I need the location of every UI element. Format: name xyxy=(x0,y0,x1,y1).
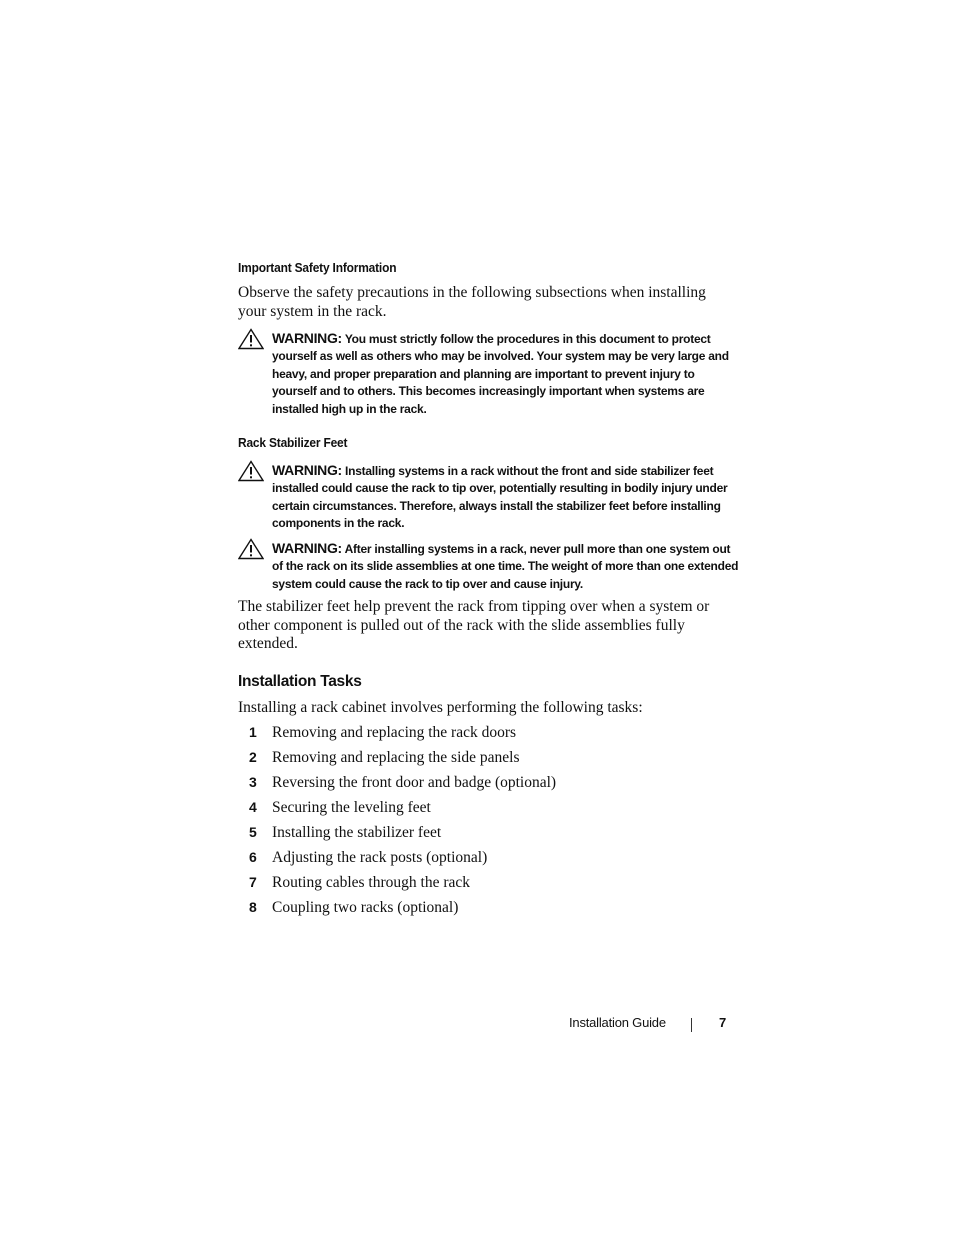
warning-text: You must strictly follow the procedures in this document to protect yourself as well as others who may be involved. Your system may be very large and heavy, and proper preparation and planning are important to prevent injury to yourself and to others. This becomes increasingly important when systems are installed high up in the rack. xyxy=(272,332,729,416)
step-number: 6 xyxy=(249,849,257,865)
stabilizer-body: The stabilizer feet help prevent the rack from tipping over when a system or other component is pulled out of the rack with the slide assemblies fully extended. xyxy=(238,598,710,652)
step-text: Installing the stabilizer feet xyxy=(272,824,442,841)
step-number: 3 xyxy=(249,774,257,790)
warning-label: WARNING: xyxy=(272,330,342,346)
step-number: 5 xyxy=(249,824,257,840)
footer-divider xyxy=(691,1018,692,1032)
safety-intro: Observe the safety precautions in the following subsections when installing your system in the rack. xyxy=(238,284,706,320)
warning-text: After installing systems in a rack, never pull more than one system out of the rack on its slide assemblies at one time. The weight of more than one extended system could cause the rack to tip over and cause injury. xyxy=(272,542,739,591)
step-number: 8 xyxy=(249,899,257,915)
step-text: Adjusting the rack posts (optional) xyxy=(272,849,488,866)
step-number: 7 xyxy=(249,874,257,890)
section-heading-stabilizer: Rack Stabilizer Feet xyxy=(238,435,348,450)
step-text: Removing and replacing the rack doors xyxy=(272,724,517,741)
section-heading-tasks: Installation Tasks xyxy=(238,673,362,690)
step-text: Securing the leveling feet xyxy=(272,799,431,816)
warning-triangle-icon xyxy=(238,460,264,482)
step-number: 2 xyxy=(249,749,257,765)
warning-label: WARNING: xyxy=(272,462,342,478)
footer-title: Installation Guide xyxy=(569,1015,666,1030)
warning-triangle-icon xyxy=(238,538,264,560)
warning-message xyxy=(272,330,742,418)
warning-text: Installing systems in a rack without the front and side stabilizer feet installed could cause the rack to tip over, potentially resulting in bodily injury under certain circumstances. Therefore, always install the stabilizer feet before installing components in the rack. xyxy=(272,464,728,531)
tasks-intro: Installing a rack cabinet involves performing the following tasks: xyxy=(238,699,643,716)
warning-label: WARNING: xyxy=(272,540,342,556)
step-text: Reversing the front door and badge (optional) xyxy=(272,774,557,791)
page-number: 7 xyxy=(719,1015,727,1030)
page-footer xyxy=(0,1015,954,1035)
section-heading-safety: Important Safety Information xyxy=(238,260,397,275)
warning-message xyxy=(272,462,742,533)
warning-triangle-icon xyxy=(238,328,264,350)
step-text: Coupling two racks (optional) xyxy=(272,899,459,916)
step-text: Removing and replacing the side panels xyxy=(272,749,520,766)
step-number: 1 xyxy=(249,724,257,740)
warning-message xyxy=(272,540,742,593)
step-text: Routing cables through the rack xyxy=(272,874,471,891)
step-number: 4 xyxy=(249,799,257,815)
